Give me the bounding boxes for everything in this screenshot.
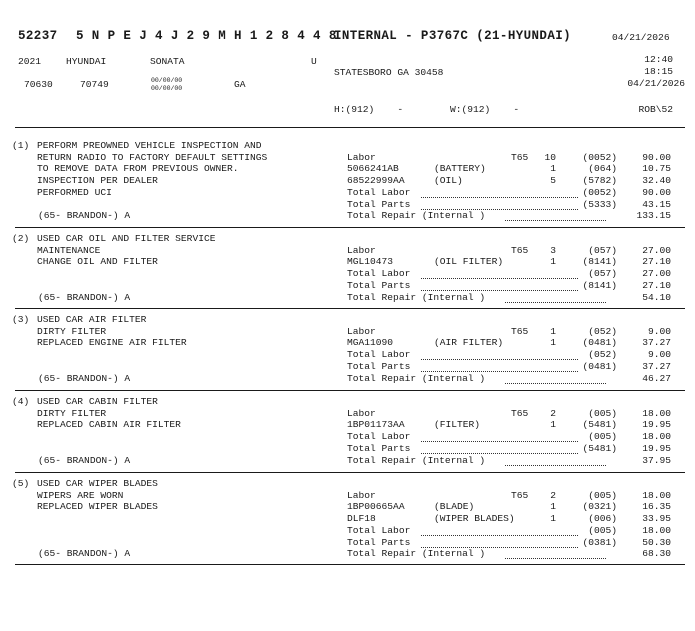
leader-dots xyxy=(421,267,578,279)
total-label: Total Labor xyxy=(347,431,411,443)
leader-dots xyxy=(421,198,578,210)
part-amount: 32.40 xyxy=(642,175,671,187)
total-amount: 18.00 xyxy=(642,524,671,536)
part-description: (WIPER BLADES) xyxy=(434,513,515,525)
job-description-line: INSPECTION PER DEALER xyxy=(37,175,158,187)
total-cost-code: (0052) xyxy=(582,186,617,198)
customer-state: GA xyxy=(234,79,246,90)
total-cost-code: (005) xyxy=(588,524,617,536)
total-amount: 37.27 xyxy=(642,360,671,372)
part-cost-code: (8141) xyxy=(582,256,617,268)
part-quantity: 1 xyxy=(550,163,556,175)
part-amount: 16.35 xyxy=(642,501,671,513)
part-amount: 19.95 xyxy=(642,419,671,431)
promise-date: 04/21/2026 xyxy=(627,78,685,89)
job-divider xyxy=(15,308,685,309)
part-number: 1BP00665AA xyxy=(347,501,405,513)
vehicle-year: 2021 xyxy=(18,56,42,67)
total-label: Total Parts xyxy=(347,279,411,291)
job-description-line: PERFORM PREOWNED VEHICLE INSPECTION AND xyxy=(37,140,262,151)
ro-number: 52237 xyxy=(18,29,58,43)
labor-code: T65 xyxy=(511,151,529,163)
part-quantity: 1 xyxy=(550,513,556,525)
part-quantity: 1 xyxy=(550,256,556,268)
total-label: Total Labor xyxy=(347,268,411,280)
job-number: (3) xyxy=(12,314,30,325)
part-amount: 10.75 xyxy=(642,163,671,175)
dealer-location: STATESBORO GA 30458 xyxy=(334,67,444,78)
labor-code: T65 xyxy=(511,244,529,256)
work-phone: W:(912) - xyxy=(450,104,520,115)
part-quantity: 5 xyxy=(550,175,556,187)
job-description-line: REPLACED ENGINE AIR FILTER xyxy=(37,337,187,349)
total-label: Total Repair (Internal ) xyxy=(347,291,486,303)
labor-label: Labor xyxy=(347,151,376,163)
header-divider xyxy=(15,127,685,128)
job-description-line: REPLACED CABIN AIR FILTER xyxy=(37,419,181,431)
blank-date-2: 00/00/00 xyxy=(151,85,183,92)
labor-amount: 9.00 xyxy=(647,325,671,337)
vehicle-code: U xyxy=(311,56,317,67)
total-amount: 133.15 xyxy=(636,210,671,222)
labor-amount: 90.00 xyxy=(642,151,671,163)
part-cost-code: (0481) xyxy=(582,337,617,349)
labor-hours: 2 xyxy=(550,489,556,501)
job-divider xyxy=(15,390,685,391)
labor-hours: 10 xyxy=(544,151,556,163)
part-cost-code: (5782) xyxy=(582,175,617,187)
labor-cost-code: (052) xyxy=(588,325,617,337)
technician: (65- BRANDON-) A xyxy=(38,210,131,222)
technician: (65- BRANDON-) A xyxy=(38,372,131,384)
technician: (65- BRANDON-) A xyxy=(38,291,131,303)
odometer-out: 70749 xyxy=(80,79,109,90)
total-label: Total Repair (Internal ) xyxy=(347,548,486,560)
leader-dots xyxy=(421,360,578,372)
leader-dots xyxy=(421,348,578,360)
total-label: Total Parts xyxy=(347,360,411,372)
total-cost-code: (5333) xyxy=(582,198,617,210)
part-cost-code: (0321) xyxy=(582,501,617,513)
part-number: 5066241AB xyxy=(347,163,399,175)
total-amount: 46.27 xyxy=(642,372,671,384)
total-label: Total Labor xyxy=(347,349,411,361)
time-in: 12:40 xyxy=(644,54,673,65)
total-amount: 43.15 xyxy=(642,198,671,210)
technician: (65- BRANDON-) A xyxy=(38,454,131,466)
part-description: (BLADE) xyxy=(434,501,475,513)
leader-dots xyxy=(421,442,578,454)
part-description: (OIL) xyxy=(434,175,463,187)
total-cost-code: (8141) xyxy=(582,279,617,291)
part-amount: 37.27 xyxy=(642,337,671,349)
job-description-line: REPLACED WIPER BLADES xyxy=(37,501,158,513)
labor-cost-code: (005) xyxy=(588,407,617,419)
total-cost-code: (057) xyxy=(588,268,617,280)
total-amount: 68.30 xyxy=(642,548,671,560)
leader-dots xyxy=(421,186,578,198)
labor-hours: 2 xyxy=(550,407,556,419)
job-description-line: USED CAR AIR FILTER xyxy=(37,314,147,325)
job-description-line: PERFORMED UCI xyxy=(37,186,112,198)
job-number: (2) xyxy=(12,233,30,244)
part-description: (AIR FILTER) xyxy=(434,337,504,349)
leader-dots xyxy=(505,454,606,466)
total-cost-code: (005) xyxy=(588,431,617,443)
total-amount: 27.00 xyxy=(642,268,671,280)
total-amount: 37.95 xyxy=(642,454,671,466)
job-number: (4) xyxy=(12,396,30,407)
part-quantity: 1 xyxy=(550,337,556,349)
job-description-line: USED CAR OIL AND FILTER SERVICE xyxy=(37,233,216,244)
part-description: (FILTER) xyxy=(434,419,481,431)
total-amount: 19.95 xyxy=(642,442,671,454)
job-description-line: DIRTY FILTER xyxy=(37,325,107,337)
job-description-line: RETURN RADIO TO FACTORY DEFAULT SETTINGS xyxy=(37,151,268,163)
total-amount: 27.10 xyxy=(642,279,671,291)
total-cost-code: (052) xyxy=(588,349,617,361)
leader-dots xyxy=(505,291,606,303)
job-description-line: TO REMOVE DATA FROM PREVIOUS OWNER. xyxy=(37,163,239,175)
labor-amount: 18.00 xyxy=(642,489,671,501)
total-cost-code: (0381) xyxy=(582,536,617,548)
job-description-line: CHANGE OIL AND FILTER xyxy=(37,256,158,268)
total-amount: 50.30 xyxy=(642,536,671,548)
service-advisor: ROB\52 xyxy=(638,104,673,115)
leader-dots xyxy=(421,524,578,536)
part-quantity: 1 xyxy=(550,419,556,431)
labor-hours: 3 xyxy=(550,244,556,256)
vehicle-make: HYUNDAI xyxy=(66,56,107,67)
labor-code: T65 xyxy=(511,325,529,337)
part-amount: 33.95 xyxy=(642,513,671,525)
labor-amount: 18.00 xyxy=(642,407,671,419)
technician: (65- BRANDON-) A xyxy=(38,548,131,560)
labor-amount: 27.00 xyxy=(642,244,671,256)
total-label: Total Repair (Internal ) xyxy=(347,454,486,466)
leader-dots xyxy=(421,279,578,291)
labor-cost-code: (0052) xyxy=(582,151,617,163)
job-description-line: USED CAR WIPER BLADES xyxy=(37,478,158,489)
job-number: (5) xyxy=(12,478,30,489)
total-label: Total Labor xyxy=(347,186,411,198)
leader-dots xyxy=(421,430,578,442)
leader-dots xyxy=(421,536,578,548)
part-number: 68522999AA xyxy=(347,175,405,187)
total-label: Total Labor xyxy=(347,524,411,536)
time-out: 18:15 xyxy=(644,66,673,77)
blank-date-1: 00/00/00 xyxy=(151,77,183,84)
leader-dots xyxy=(505,372,606,384)
ro-type: INTERNAL - P3767C (21-HYUNDAI) xyxy=(334,29,572,43)
job-divider xyxy=(15,227,685,228)
part-number: 1BP01173AA xyxy=(347,419,405,431)
total-label: Total Repair (Internal ) xyxy=(347,210,486,222)
vin: 5 N P E J 4 J 2 9 M H 1 2 8 4 4 8 xyxy=(76,29,337,43)
vehicle-model: SONATA xyxy=(150,56,185,67)
labor-code: T65 xyxy=(511,407,529,419)
home-phone: H:(912) - xyxy=(334,104,404,115)
total-amount: 18.00 xyxy=(642,431,671,443)
total-cost-code: (0481) xyxy=(582,360,617,372)
total-amount: 90.00 xyxy=(642,186,671,198)
total-label: Total Repair (Internal ) xyxy=(347,372,486,384)
job-description-line: WIPERS ARE WORN xyxy=(37,489,124,501)
part-cost-code: (064) xyxy=(588,163,617,175)
total-label: Total Parts xyxy=(347,442,411,454)
labor-label: Labor xyxy=(347,244,376,256)
part-description: (BATTERY) xyxy=(434,163,486,175)
leader-dots xyxy=(505,209,606,221)
job-number: (1) xyxy=(12,140,30,151)
part-number: MGL10473 xyxy=(347,256,394,268)
total-amount: 54.10 xyxy=(642,291,671,303)
part-number: MGA11090 xyxy=(347,337,394,349)
labor-cost-code: (057) xyxy=(588,244,617,256)
total-label: Total Parts xyxy=(347,536,411,548)
total-cost-code: (5481) xyxy=(582,442,617,454)
total-amount: 9.00 xyxy=(647,349,671,361)
labor-label: Labor xyxy=(347,489,376,501)
job-divider xyxy=(15,564,685,565)
part-number: DLF18 xyxy=(347,513,376,525)
labor-cost-code: (005) xyxy=(588,489,617,501)
header-date: 04/21/2026 xyxy=(612,32,670,43)
labor-label: Labor xyxy=(347,407,376,419)
labor-code: T65 xyxy=(511,489,529,501)
leader-dots xyxy=(505,547,606,559)
part-description: (OIL FILTER) xyxy=(434,256,504,268)
total-label: Total Parts xyxy=(347,198,411,210)
job-description-line: MAINTENANCE xyxy=(37,244,101,256)
labor-label: Labor xyxy=(347,325,376,337)
job-description-line: USED CAR CABIN FILTER xyxy=(37,396,158,407)
part-amount: 27.10 xyxy=(642,256,671,268)
part-cost-code: (006) xyxy=(588,513,617,525)
part-quantity: 1 xyxy=(550,501,556,513)
odometer-in: 70630 xyxy=(24,79,53,90)
part-cost-code: (5481) xyxy=(582,419,617,431)
job-description-line: DIRTY FILTER xyxy=(37,407,107,419)
labor-hours: 1 xyxy=(550,325,556,337)
job-divider xyxy=(15,472,685,473)
